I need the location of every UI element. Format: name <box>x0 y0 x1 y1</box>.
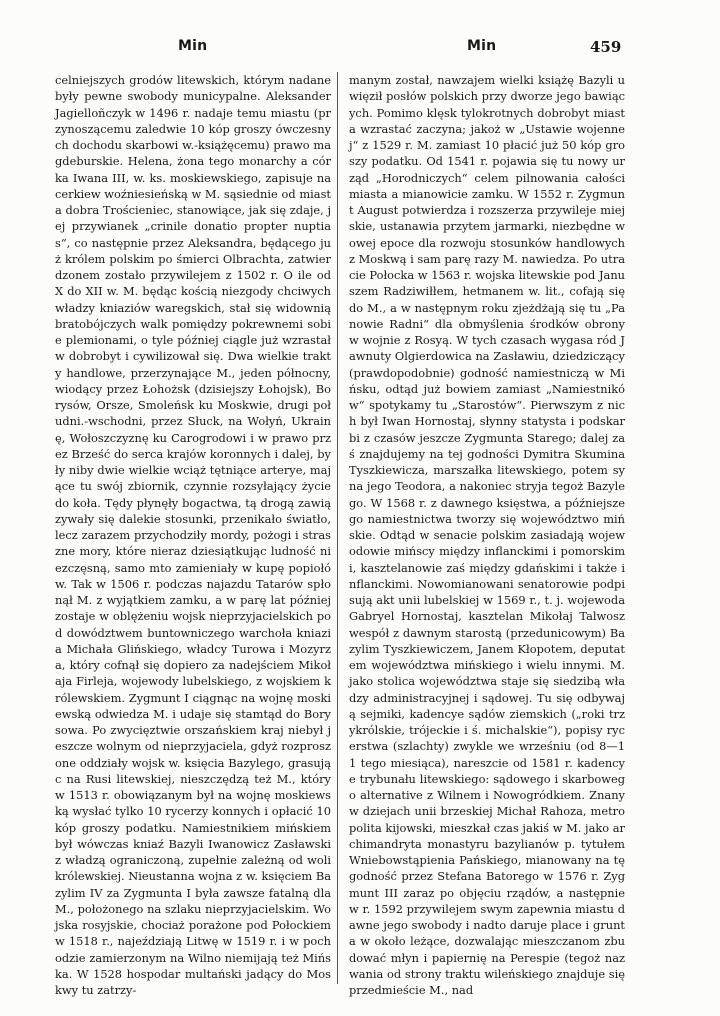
running-head-right: Min <box>467 38 497 54</box>
column-divider <box>337 72 338 984</box>
page-header <box>0 38 720 60</box>
page-number: 459 <box>590 38 622 56</box>
right-column-text: manym został, nawzajem wielki książę Bazyli uwięził posłów polskich przy dworze jego bawiących. Pomimo klęsk tylokrotnych dobrobyt miasta wzrastać zaczyna; jakoż w „Ustawie wojennej“ z 1529 r. M. zamiast 10 płacić już 50 kóp groszy podatku. Od 1541 r. pojawia się tu nowy urząd „Horodniczych“ celem pilnowania całości miasta a mianowicie zamku. W 1552 r. Zygmunt August potwierdza i rozszerza przywileje miejskie, ustanawia przytem jarmarki, niezbędne w owej epoce dla rozwoju stosunków handlowych z Moskwą i sam parę razy M. nawiedza. Po utracie Połocka w 1563 r. wojska litewskie pod Januszem Radziwiłłem, hetmanem w. lit., cofają się do M., a w następnym roku zjeżdżają się tu „Panowie Radni“ dla obmyślenia środków obrony w wojnie z Rosyą. W tych czasach wygasa ród Jawnuty Olgierdowica na Zasławiu, dziedziczący (prawdopodobnie) godność namiestniczą w Mińsku, odtąd już bowiem zamiast „Namiestników“ spotykamy tu „Starostów“. Pierwszym z nich był Iwan Hornostaj, słynny statysta i podskarbi z czasów jeszcze Zygmunta Starego; dalej zaś znajdujemy na tej godności Dymitra Skumina Tyszkiewicza, marszałka litewskiego, potem syna jego Teodora, a nakoniec stryja tegoż Bazylego. W 1568 r. z dawnego księstwa, a późniejszego namiestnictwa tworzy się województwo mińskie. Odtąd w senacie polskim zasiadają wojewodowie mińscy między inflanckimi i pomorskimi, kasztelanowie zaś między gdańskimi i także inflanckimi. Nowomianowani senatorowie podpisują akt unii lubelskiej w 1569 r., t. j. wojewoda Gabryel Hornostaj, kasztelan Mikołaj Talwosz wespół z dawnym starostą (przedunicowym) Bazylim Tyszkiewiczem, Janem Kłopotem, deputatem województwa mińskiego i wielu innymi. M. jako stolica województwa staje się siedzibą władzy administracyjnej i sądowej. Tu się odbywają sejmiki, kadencye sądów ziemskich („roki trzykrólskie, trójeckie i ś. michalskie“), popisy rycerstwa (szlachty) zwykle we wrześniu (od 8—11 tego miesiąca), nareszcie od 1581 r. kadencye trybunału litewskiego: sądowego i skarbowego alternative z Wilnem i Nowogródkiem. Znany w dziejach unii brzeskiej Michał Rahoza, metropolita kijowski, mieszkał czas jakiś w M. jako archimandryta monastyru bazylianów p. tytułem Wniebowstąpienia Pańskiego, mianowany na tę godność przez Stefana Batorego w 1576 r. Zygmunt III zaraz po objęciu rządów, a następnie w r. 1592 przywilejem swym zapewnia miastu dawne jego swobody i nadto daruje place i grunta w około leżące, dozwalając mieszczanom zbudować młyn i papiernię na Perespie (tegoż nazwania od strony traktu wileńskiego znajduje się przedmieście M., nad <box>349 73 625 997</box>
running-head-left: Min <box>178 38 208 54</box>
text-column-left <box>55 72 331 998</box>
left-column-text: celniejszych grodów litewskich, którym nadane były pewne swobody municypalne. Aleksander Jagielloñczyk w 1496 r. nadaje temu miastu (przynoszącemu zaledwie 10 kóp groszy ówczesnych dochodu skarbowi w.-książęcemu) prawo magdeburskie. Helena, żona tego monarchy a córka Iwana III, w. ks. moskiewskiego, zapisuje na cerkiew woźniesieńską w M. sąsiednie od miasta dobra Trościeniec, stanowiące, jak się zdaje, jej przywianek „crinile donatio propter nuptias“, co następnie przez Aleksandra, będącego już królem polskim po śmierci Olbrachta, zatwierdzonem zostało przywilejem z 1502 r. O ile od X do XII w. M. będąc kością niezgody chciwych władzy kniaziów waregskich, stał się widownią bratobójczych walk pomiędzy pokrewnemi sobie plemionami, o tyle później ciągle już wzrastał w dobrobyt i cywilizował się. Dwa wielkie trakty handlowe, przerzynające M., jeden północny, wiodący przez Łohożsk (dzisiejszy Łohojsk), Borysów, Orsze, Smoleńsk ku Moskwie, drugi południ.-wschodni, przez Słuck, na Wołyń, Ukrainę, Wołoszczyznę ku Carogrodowi i w prawo przez Brześć do serca krajów koronnych i dalej, były niby dwie wielkie wciąż tętniące arterye, mające tu swój zbiornik, czynnie rozsyłający życie do koła. Tędy płynęły bogactwa, tą drogą zawiązywały się dalekie stosunki, przenikało światło, lecz zarazem przychodziły mordy, pożogi i straszne mory, które nieraz dziesiątkując ludność niezczęsną, samo mto zamieniały w kupę popiołów. Tak w 1506 r. podczas najazdu Tatarów spłonął M. z wyjątkiem zamku, a w parę lat później zostaje w oblężeniu wojsk nieprzyjacielskich pod dowództwem buntowniczego warchoła kniazia Michała Glińskiego, władcy Turowa i Mozyrza, który cofnął się dopiero za nadejściem Mikołaja Firleja, wojewody lubelskiego, z wojskiem królewskiem. Zygmunt I ciągnąc na wojnę moskiewską odwiedza M. i udaje się stamtąd do Borysowa. Po zwycięztwie orszańskiem kraj niebył jeszcze wolnym od nieprzyjaciela, gdyż rozproszone oddziały wojsk w. księcia Bazylego, grasując na Rusi litewskiej, nieszczędzą też M., który w 1513 r. obowiązanym był na wojnę moskiewską wysłać tylko 10 rycerzy konnych i opłacić 10 kóp groszy podatku. Namiestnikiem mińskiem był wówczas kniaź Bazyli Iwanowicz Zasławski z władzą ograniczoną, zupełnie zależną od woli królewskiej. Nieustanna wojna z w. księciem Bazylim IV za Zygmunta I była zawsze fatalną dla M., położonego na szlaku nieprzyjacielskim. Wojska rosyjskie, chociaż porażone pod Połockiem w 1518 r., najeździają Litwę w 1519 r. i w pochodzie zamierzonym na Wilno niemijają też Mińska. W 1528 hospodar multański jadący do Moskwy tu zatrzy- <box>55 73 331 997</box>
text-column-right <box>349 72 625 998</box>
